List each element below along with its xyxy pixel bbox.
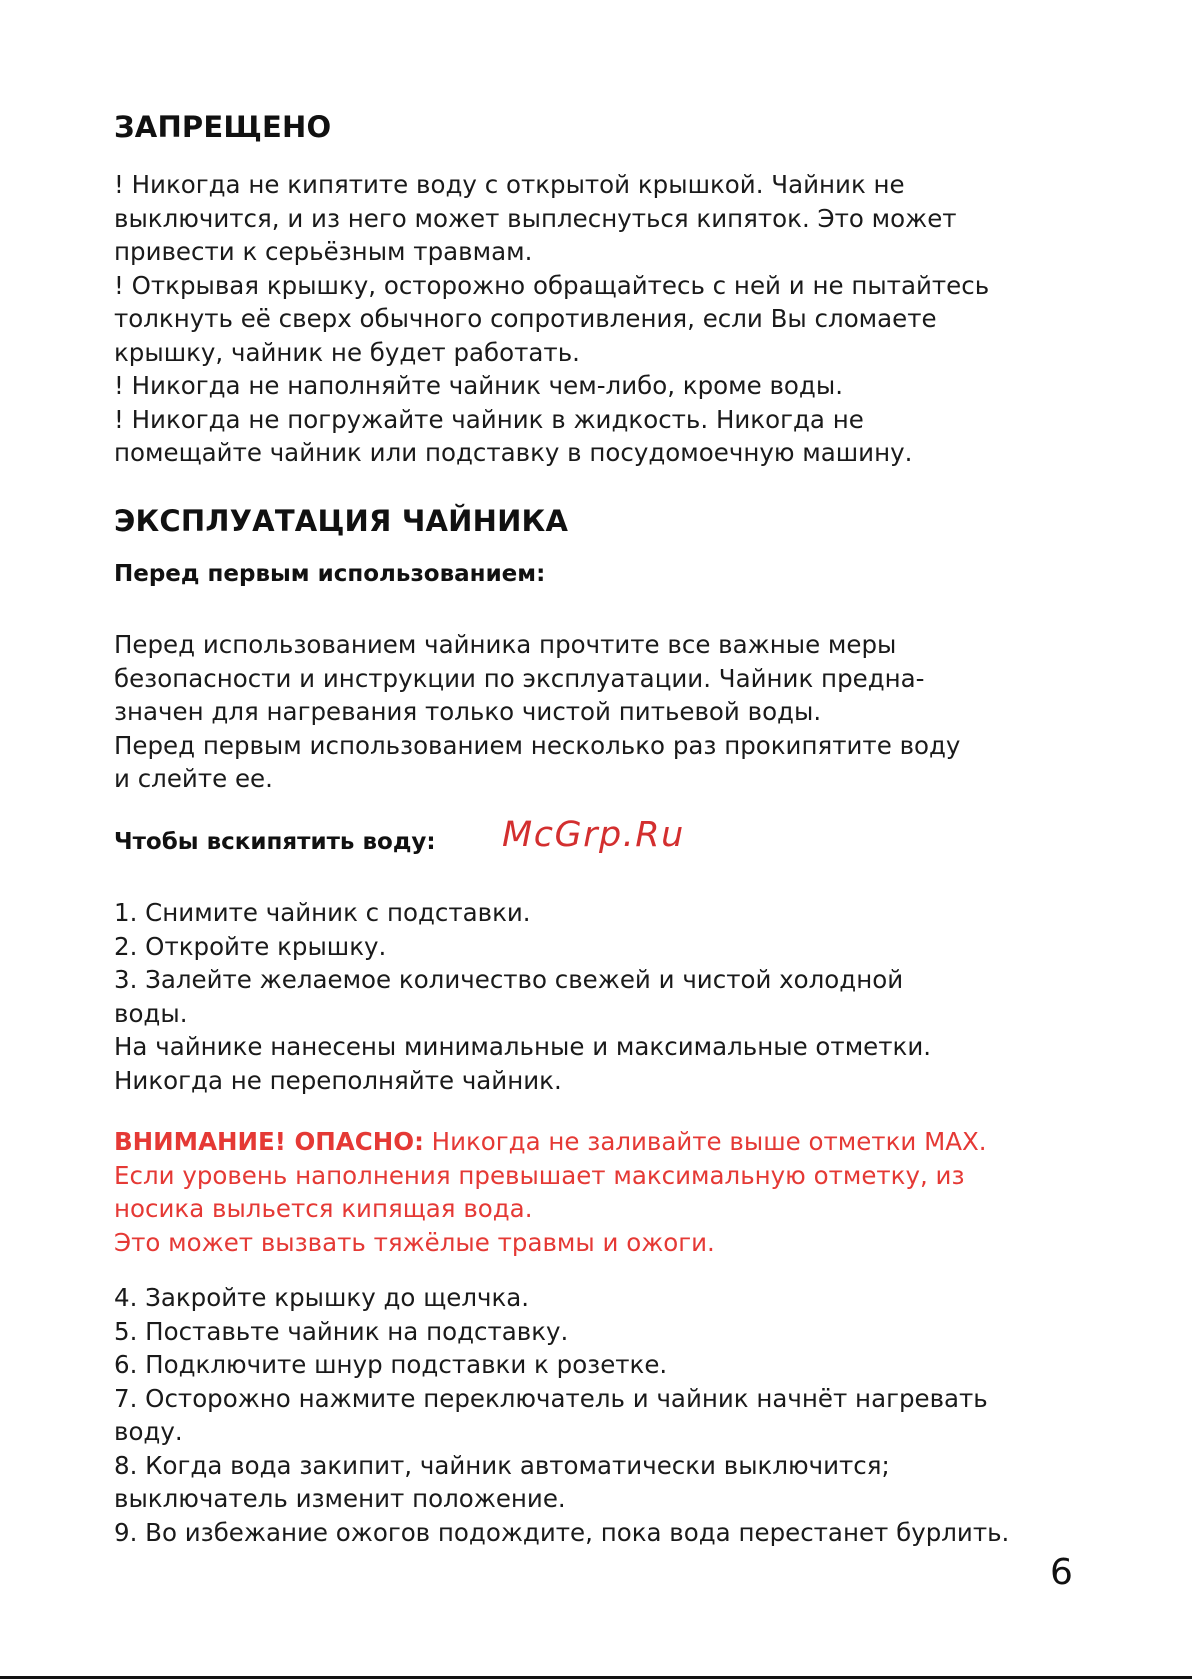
forbidden-text: [114, 168, 1114, 470]
step-line: 6. Подключите шнур подставки к розетке.: [114, 1350, 668, 1379]
warning-line: Это может вызвать тяжёлые травмы и ожоги.: [114, 1227, 715, 1257]
text-line: толкнуть её сверх обычного сопротивления, если Вы сломаете: [114, 304, 937, 333]
text-line: значен для нагревания только чистой питьевой воды.: [114, 697, 822, 726]
step-line: воду.: [114, 1417, 183, 1446]
step-line: 9. Во избежание ожогов подождите, пока вода перестанет бурлить.: [114, 1517, 1010, 1547]
text-line: ! Никогда не погружайте чайник в жидкость. Никогда не: [114, 404, 864, 434]
first-use-text: [114, 628, 1114, 796]
warning-label: ВНИМАНИЕ! ОПАСНО:: [114, 1127, 424, 1156]
warning-text: Никогда не заливайте выше отметки MAX.: [423, 1127, 987, 1156]
text-line: выключится, и из него может выплеснуться кипяток. Это может: [114, 203, 957, 233]
text-line: безопасности и инструкции по эксплуатации. Чайник предна-: [114, 663, 925, 693]
page-number: 6: [1050, 1552, 1073, 1593]
step-line: 5. Поставьте чайник на подставку.: [114, 1316, 569, 1346]
text-line: ! Никогда не наполняйте чайник чем-либо, кроме воды.: [114, 371, 843, 400]
forbidden-heading: ЗАПРЕЩЕНО: [114, 110, 332, 144]
step-line: 4. Закройте крышку до щелчка.: [114, 1283, 530, 1312]
text-line: Перед использованием чайника прочтите все важные меры: [114, 630, 897, 659]
text-line: привести к серьёзным травмам.: [114, 237, 533, 266]
text-line: крышку, чайник не будет работать.: [114, 337, 580, 367]
text-line: Перед первым использованием несколько раз прокипятите воду: [114, 730, 961, 760]
operation-heading: ЭКСПЛУАТАЦИЯ ЧАЙНИКА: [114, 504, 569, 538]
step-line: 7. Осторожно нажмите переключатель и чайник начнёт нагревать: [114, 1383, 988, 1413]
danger-warning: [114, 1125, 1114, 1259]
warning-line: Если уровень наполнения превышает максимальную отметку, из: [114, 1160, 965, 1190]
boil-steps-a: [114, 896, 1114, 1097]
text-line: ! Открывая крышку, осторожно обращайтесь с ней и не пытайтесь: [114, 270, 990, 300]
boil-heading: Чтобы вскипятить воду:: [114, 829, 436, 855]
text-line: помещайте чайник или подставку в посудомоечную машину.: [114, 438, 913, 467]
step-line: воды.: [114, 998, 188, 1028]
warning-line: носика выльется кипящая вода.: [114, 1194, 533, 1223]
warning-first-line: [114, 1125, 1114, 1159]
first-use-heading: Перед первым использованием:: [114, 561, 546, 587]
step-line: 1. Снимите чайник с подставки.: [114, 898, 531, 927]
text-line: ! Никогда не кипятите воду с открытой крышкой. Чайник не: [114, 170, 905, 199]
watermark: McGrp.Ru: [502, 815, 685, 855]
step-line: 8. Когда вода закипит, чайник автоматически выключится;: [114, 1450, 890, 1480]
text-line: и слейте ее.: [114, 764, 273, 793]
step-line: 3. Залейте желаемое количество свежей и чистой холодной: [114, 965, 904, 994]
boil-steps-b: [114, 1281, 1114, 1549]
step-line: Никогда не переполняйте чайник.: [114, 1065, 562, 1095]
step-line: На чайнике нанесены минимальные и максимальные отметки.: [114, 1032, 932, 1061]
step-line: 2. Откройте крышку.: [114, 931, 387, 961]
step-line: выключатель изменит положение.: [114, 1484, 566, 1513]
